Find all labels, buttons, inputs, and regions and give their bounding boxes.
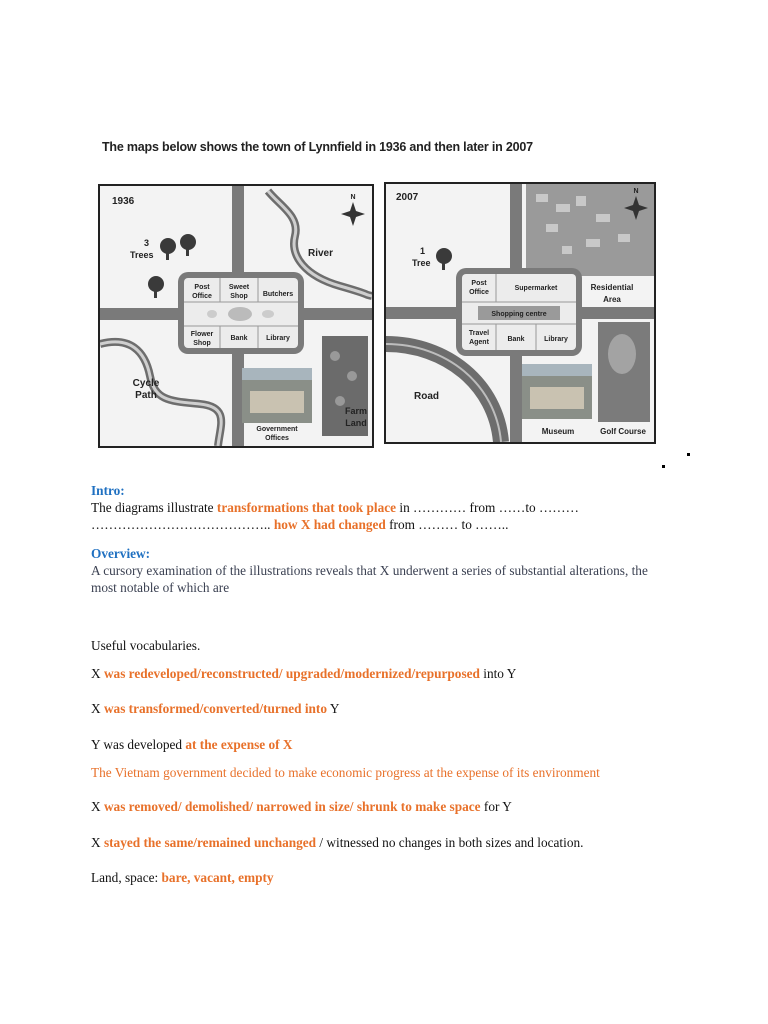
- vocab-highlight: was removed/ demolished/ narrowed in size/ shrunk to make space: [103, 799, 481, 814]
- svg-text:Land: Land: [345, 418, 367, 428]
- svg-text:Post: Post: [194, 284, 210, 291]
- vocab-text: for Y: [480, 799, 512, 814]
- vocab-title: Useful vocabularies.: [91, 638, 201, 653]
- svg-text:Bank: Bank: [230, 335, 248, 342]
- svg-text:Shopping centre: Shopping centre: [491, 311, 547, 318]
- road-north: [232, 186, 244, 276]
- overview-line-2: most notable of which are: [91, 580, 230, 595]
- vocab-highlight: stayed the same/remained unchanged: [103, 835, 317, 850]
- svg-text:Post: Post: [471, 280, 487, 287]
- svg-text:Flower: Flower: [190, 331, 214, 338]
- road-east: [578, 307, 654, 319]
- vocab-highlight: bare, vacant, empty: [161, 870, 274, 885]
- intro-section: [91, 482, 681, 533]
- svg-text:Library: Library: [266, 335, 290, 342]
- road-east: [302, 308, 372, 320]
- svg-text:Butchers: Butchers: [262, 291, 294, 298]
- road-south: [510, 352, 522, 442]
- svg-text:Road: Road: [414, 391, 439, 402]
- vocab-line-7: [91, 869, 681, 886]
- svg-text:Agent: Agent: [469, 339, 489, 346]
- road-north: [510, 184, 522, 272]
- svg-text:Offices: Offices: [265, 435, 289, 442]
- svg-text:Path: Path: [135, 390, 157, 401]
- svg-text:Travel: Travel: [468, 330, 490, 337]
- svg-text:Government: Government: [256, 426, 298, 433]
- intro-text: in ………… from ……to ………: [396, 500, 579, 515]
- vocab-line-1: [91, 665, 681, 682]
- vocab-text: X: [91, 835, 104, 850]
- svg-text:1: 1: [420, 246, 426, 256]
- svg-text:N: N: [350, 194, 356, 201]
- stray-dot: [687, 453, 690, 456]
- svg-text:3: 3: [144, 238, 150, 248]
- vocab-text: X: [91, 701, 104, 716]
- overview-line-1: A cursory examination of the illustrations reveals that X underwent a series of substantial alterations, the: [91, 563, 648, 578]
- vocab-line-4: The Vietnam government decided to make economic progress at the expense of its environment: [91, 765, 600, 780]
- svg-text:Shop: Shop: [193, 340, 211, 347]
- compass-icon: [341, 194, 365, 226]
- overview-section: [91, 545, 691, 596]
- svg-text:2007: 2007: [396, 192, 419, 203]
- vocab-text: Land, space:: [91, 870, 162, 885]
- svg-text:Office: Office: [469, 289, 489, 296]
- intro-highlight: how X had changed: [273, 517, 386, 532]
- svg-text:Library: Library: [544, 336, 568, 343]
- vocab-highlight: at the expense of X: [185, 737, 293, 752]
- figure-caption: The maps below shows the town of Lynnfield in 1936 and then later in 2007: [102, 140, 533, 154]
- svg-text:Tree: Tree: [412, 258, 431, 268]
- vocab-line-6: [91, 834, 681, 851]
- vocab-line-5: [91, 798, 681, 815]
- intro-highlight: transformations that took place: [216, 500, 397, 515]
- map-1936: [98, 184, 374, 448]
- road-west: [100, 308, 180, 320]
- map-2007: [384, 182, 656, 444]
- svg-text:River: River: [308, 248, 334, 259]
- intro-text: The diagrams illustrate: [91, 500, 217, 515]
- vocab-text: / witnessed no changes in both sizes and location.: [316, 835, 584, 850]
- vocab-highlight: was redeveloped/reconstructed/ upgraded/modernized/repurposed: [103, 666, 480, 681]
- intro-line-1: [91, 499, 681, 516]
- road-west: [386, 307, 460, 319]
- vocab-text: X: [91, 666, 104, 681]
- svg-text:Cycle: Cycle: [132, 378, 160, 389]
- intro-heading: Intro:: [91, 483, 125, 498]
- intro-text: …………………………………..: [91, 517, 274, 532]
- svg-text:Shop: Shop: [230, 293, 248, 300]
- svg-text:1936: 1936: [112, 196, 135, 207]
- vocab-line-2: [91, 700, 681, 717]
- svg-text:Office: Office: [192, 293, 212, 300]
- svg-text:Sweet: Sweet: [228, 284, 250, 291]
- vocab-text: X: [91, 799, 104, 814]
- svg-text:Supermarket: Supermarket: [514, 285, 558, 292]
- overview-heading: Overview:: [91, 546, 151, 561]
- svg-text:Golf Course: Golf Course: [600, 427, 646, 436]
- svg-text:Museum: Museum: [541, 427, 575, 436]
- intro-text: from ……… to ……..: [385, 517, 509, 532]
- svg-text:Trees: Trees: [130, 250, 154, 260]
- svg-text:Residential: Residential: [590, 283, 634, 292]
- vocab-text: Y was developed: [91, 737, 186, 752]
- stray-dot: [662, 465, 665, 468]
- vocab-text: Y: [327, 701, 340, 716]
- svg-text:Farm: Farm: [344, 406, 368, 416]
- vocab-highlight: was transformed/converted/turned into: [103, 701, 328, 716]
- tree-icon: [436, 248, 452, 270]
- svg-text:Bank: Bank: [507, 336, 525, 343]
- intro-line-2: [91, 516, 681, 533]
- vocab-line-3: [91, 736, 681, 753]
- vocab-text: into Y: [479, 666, 517, 681]
- svg-text:Area: Area: [603, 295, 621, 304]
- svg-text:N: N: [633, 188, 639, 195]
